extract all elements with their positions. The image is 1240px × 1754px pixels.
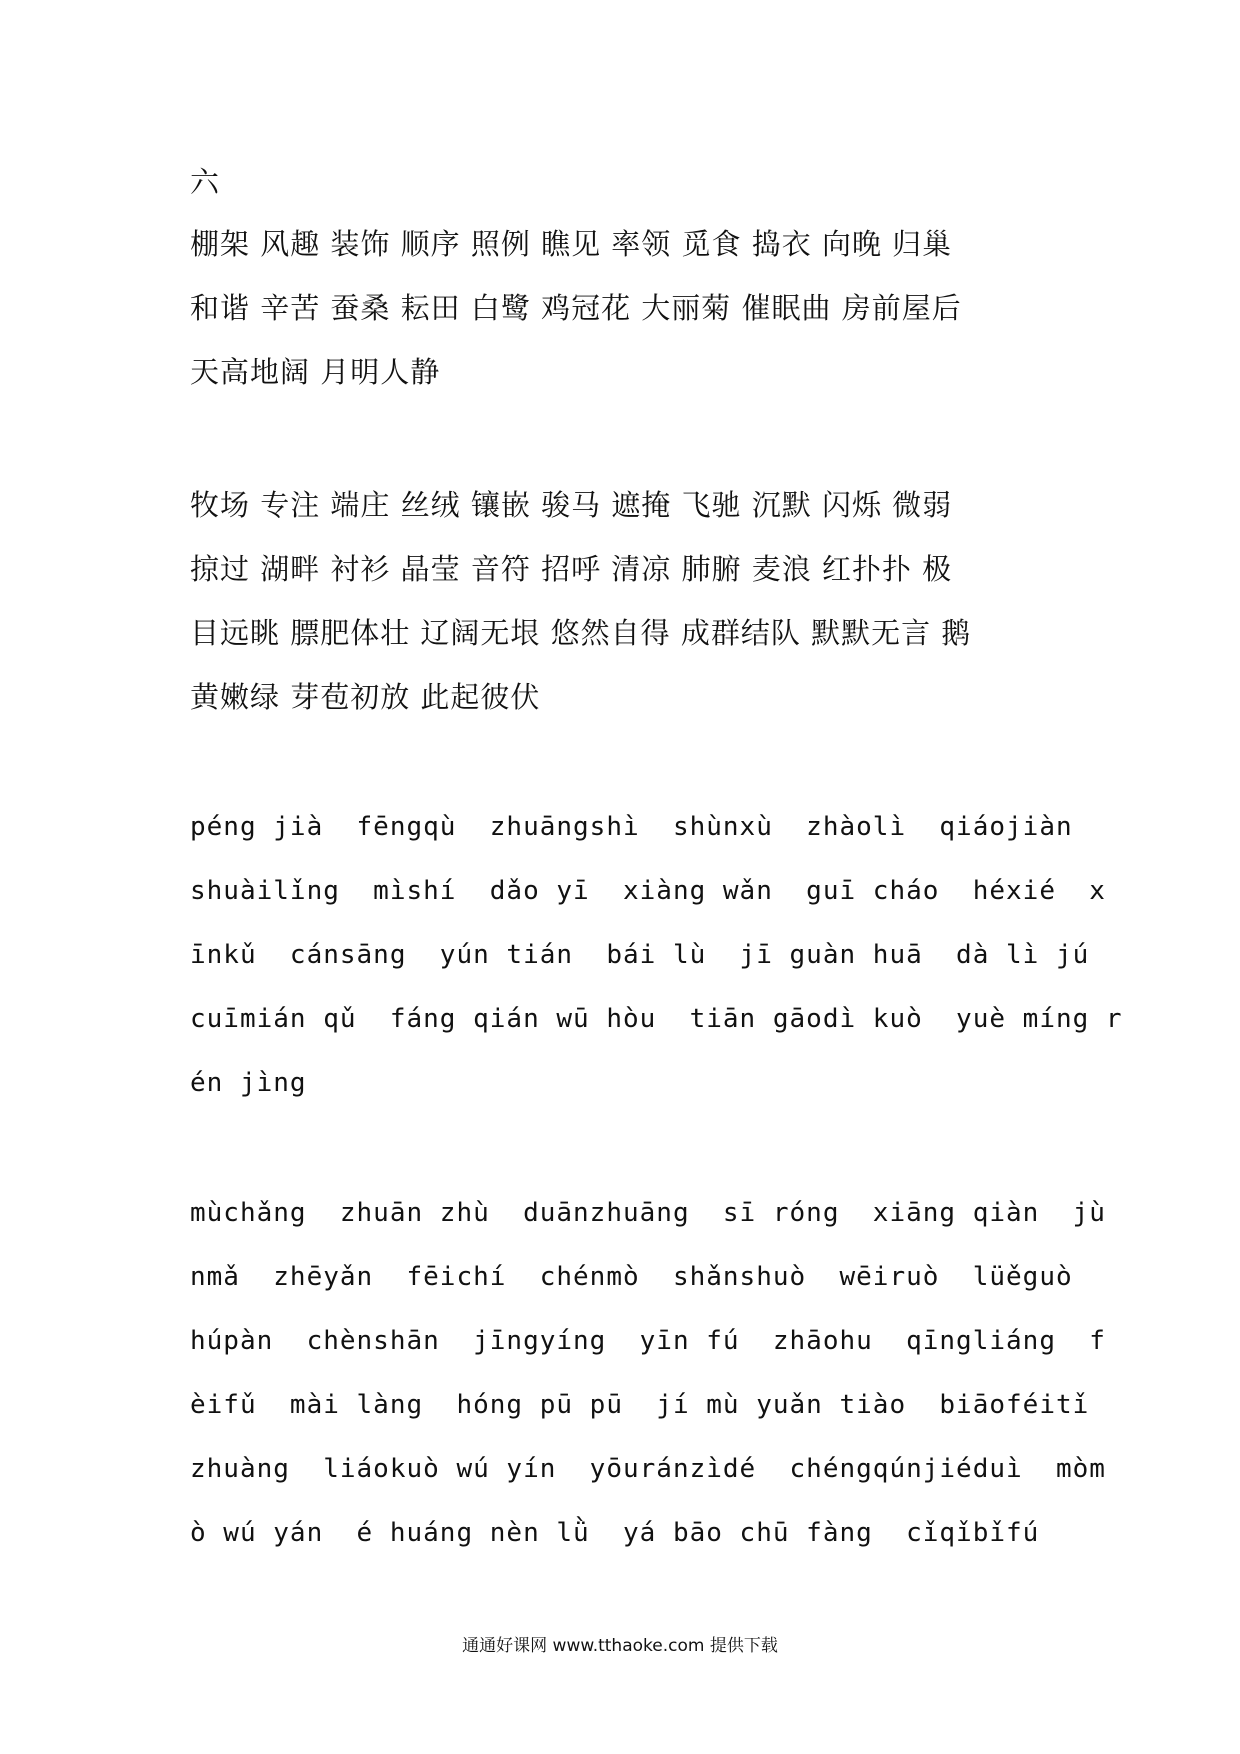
chinese-line: 棚架 风趣 装饰 顺序 照例 瞧见 率领 觅食 捣衣 向晚 归巢: [190, 227, 953, 261]
chinese-line: 牧场 专注 端庄 丝绒 镶嵌 骏马 遮掩 飞驰 沉默 闪烁 微弱: [190, 488, 953, 522]
pinyin-line: shuàilǐng mìshí dǎo yī xiàng wǎn guī cháo héxié x: [190, 876, 1106, 906]
chinese-line: 目远眺 膘肥体壮 辽阔无垠 悠然自得 成群结队 默默无言 鹅: [190, 616, 972, 650]
pinyin-line: én jìng: [190, 1068, 307, 1098]
pinyin-line: péng jià fēngqù zhuāngshì shùnxù zhàolì qiáojiàn: [190, 812, 1073, 842]
pinyin-line: zhuàng liáokuò wú yín yōuránzìdé chéngqúnjiéduì mòm: [190, 1454, 1106, 1484]
pinyin-line: mùchǎng zhuān zhù duānzhuāng sī róng xiāng qiàn jù: [190, 1198, 1106, 1228]
chinese-line: 天高地阔 月明人静: [190, 355, 441, 389]
section-heading: 六: [190, 165, 220, 199]
chinese-line: 和谐 辛苦 蚕桑 耘田 白鹭 鸡冠花 大丽菊 催眠曲 房前屋后: [190, 291, 962, 325]
pinyin-line: īnkǔ cánsāng yún tián bái lù jī guàn huā dà lì jú: [190, 940, 1090, 970]
pinyin-line: cuīmián qǔ fáng qián wū hòu tiān gāodì kuò yuè míng r: [190, 1004, 1123, 1034]
pinyin-line: ò wú yán é huáng nèn lǜ yá bāo chū fàng cǐqǐbǐfú: [190, 1518, 1040, 1548]
pinyin-line: húpàn chènshān jīngyíng yīn fú zhāohu qīngliáng f: [190, 1326, 1106, 1356]
chinese-line: 黄嫩绿 芽苞初放 此起彼伏: [190, 680, 541, 714]
chinese-line: 掠过 湖畔 衬衫 晶莹 音符 招呼 清凉 肺腑 麦浪 红扑扑 极: [190, 552, 953, 586]
footer-credit: 通通好课网 www.tthaoke.com 提供下载: [462, 1636, 778, 1656]
pinyin-line: nmǎ zhēyǎn fēichí chénmò shǎnshuò wēiruò lüěguò: [190, 1262, 1073, 1292]
pinyin-line: èifǔ mài làng hóng pū pū jí mù yuǎn tiào biāoféitǐ: [190, 1390, 1090, 1420]
